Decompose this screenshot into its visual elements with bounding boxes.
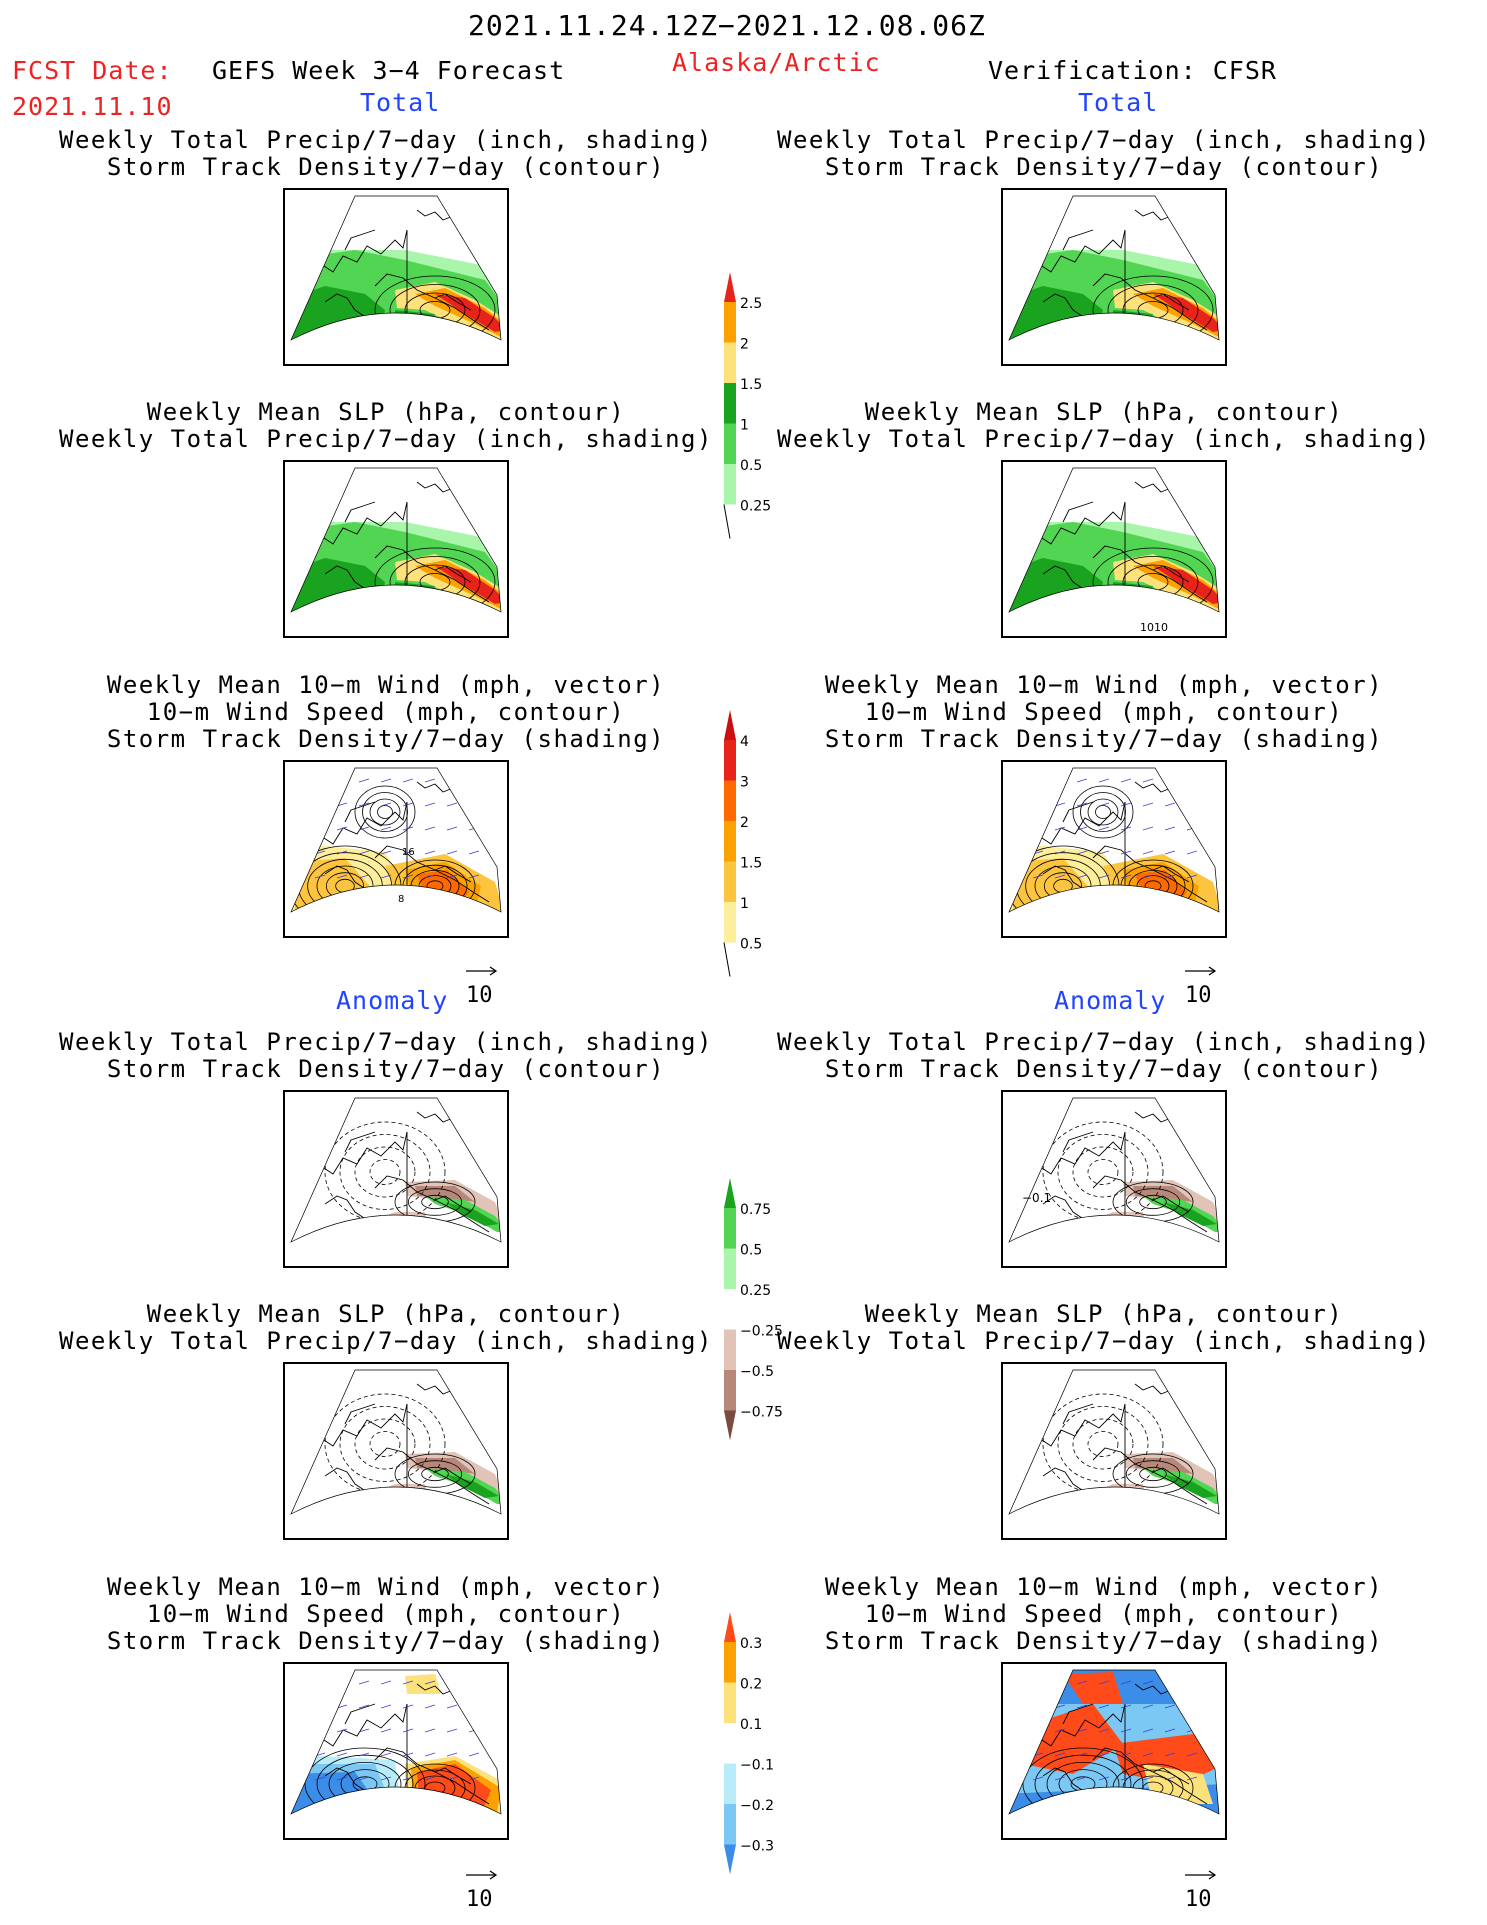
map-anom-slp-precip-verification	[1001, 1362, 1227, 1540]
wind-vector	[469, 1753, 479, 1756]
map-total-slp-precip-verification	[1001, 460, 1227, 638]
wind-vector	[315, 1705, 325, 1708]
caption-precip-track-2-right: Storm Track Density/7−day (contour)	[824, 153, 1384, 181]
wind-vector	[1187, 803, 1197, 806]
colorbar-label: −0.75	[740, 1404, 783, 1421]
shaded-region	[1063, 1212, 1153, 1266]
colorbar-top-arrow	[724, 1612, 736, 1642]
arrow-right-icon	[1184, 1869, 1218, 1881]
wind-vector	[337, 1753, 347, 1756]
wind-vector	[425, 851, 435, 854]
wind-vector	[1099, 779, 1109, 782]
wind-vector	[381, 1681, 391, 1684]
shaded-region	[395, 310, 435, 340]
coastline	[417, 1384, 461, 1400]
arrow-right-icon	[465, 1869, 499, 1881]
wind-vector	[1077, 779, 1087, 782]
arrow-right-icon	[465, 965, 499, 977]
colorbar-precip-anomaly	[722, 1174, 802, 1464]
colorbar-top-arrow	[724, 1178, 736, 1208]
colorbar-bottom-line	[724, 505, 730, 539]
colorbar-label: −0.3	[740, 1838, 774, 1855]
wind-vector	[1165, 779, 1175, 782]
coastline	[417, 1112, 461, 1128]
colorbar-label: 2.5	[740, 296, 763, 312]
wind-vector	[425, 803, 435, 806]
wind-vector	[1121, 803, 1131, 806]
caption-wind-3-right: Storm Track Density/7−day (shading)	[824, 725, 1384, 753]
colorbar-label: 0.25	[740, 498, 772, 515]
coastline	[1135, 782, 1179, 798]
wind-vector	[425, 827, 435, 830]
caption-precip-track-1-right: Weekly Total Precip/7−day (inch, shading)	[777, 126, 1431, 154]
wind-vector	[403, 803, 413, 806]
colorbar-segment	[724, 1249, 736, 1290]
vector-scale-label: 10	[1185, 1887, 1212, 1912]
colorbar-label: 1	[740, 417, 749, 434]
wind-vector	[1165, 1681, 1175, 1684]
coastline	[417, 210, 461, 226]
wind-vector	[1033, 1729, 1043, 1732]
map-total-slp-precip-forecast	[283, 460, 509, 638]
map-canvas	[285, 1664, 507, 1838]
contour-line	[370, 1432, 400, 1457]
caption-anom-precip-2-left: Storm Track Density/7−day (contour)	[106, 1055, 666, 1083]
wind-vector	[1033, 1681, 1043, 1684]
wind-vector	[1121, 827, 1131, 830]
wind-vector	[447, 827, 457, 830]
wind-vector	[1143, 851, 1153, 854]
coastline	[1063, 230, 1093, 250]
contour-line	[363, 793, 408, 832]
section-total-right: Total	[1078, 88, 1159, 117]
colorbar-label: 1.5	[740, 855, 763, 872]
colorbar-segment	[724, 902, 736, 943]
shaded-region	[345, 1484, 435, 1538]
coastline	[305, 1704, 407, 1754]
vector-scale-total-left	[465, 958, 499, 1008]
coastline	[1135, 1384, 1179, 1400]
colorbar-segment	[724, 1804, 736, 1845]
map-canvas	[1003, 1092, 1225, 1266]
map-total-wind-storm-forecast	[283, 760, 509, 938]
verification-title: Verification: CFSR	[988, 56, 1277, 85]
wind-vector	[425, 779, 435, 782]
caption-anom-slp-2-left: Weekly Total Precip/7−day (inch, shading)	[59, 1327, 713, 1355]
wind-vector	[425, 1753, 435, 1756]
contour-line	[1088, 1160, 1118, 1185]
coastline	[1043, 1468, 1085, 1492]
caption-anom-precip-2-right: Storm Track Density/7−day (contour)	[824, 1055, 1384, 1083]
wind-vector	[425, 1705, 435, 1708]
colorbar-label: 0.75	[740, 1202, 772, 1218]
wind-vector	[315, 779, 325, 782]
coastline	[1135, 1112, 1179, 1128]
caption-wind-3-left: Storm Track Density/7−day (shading)	[106, 725, 666, 753]
colorbar-segment	[724, 464, 736, 505]
wind-vector	[1033, 779, 1043, 782]
colorbar-label: 0.5	[740, 1242, 763, 1259]
coastline	[1023, 1132, 1125, 1182]
coastline	[417, 782, 461, 798]
contour-line	[355, 1147, 415, 1197]
wind-vector	[315, 1753, 325, 1756]
product-title: GEFS Week 3−4 Forecast	[212, 56, 566, 85]
colorbar-segment	[724, 862, 736, 903]
wind-vector	[315, 827, 325, 830]
map-canvas	[285, 762, 507, 936]
coastline	[1135, 482, 1179, 498]
section-anomaly-left: Anomaly	[336, 986, 449, 1015]
vector-scale-total-right	[1184, 958, 1218, 1008]
colorbar-top-arrow	[724, 710, 736, 740]
colorbar-label: 2	[740, 815, 749, 831]
caption-slp-2-left: Weekly Total Precip/7−day (inch, shading)	[59, 425, 713, 453]
wind-vector	[1033, 827, 1043, 830]
coastline	[1063, 802, 1093, 822]
arrow-right-icon	[1184, 965, 1218, 977]
wind-contour-label-a: 16	[402, 847, 415, 858]
colorbar-segment	[724, 1642, 736, 1683]
coastline	[305, 1132, 407, 1182]
map-anom-precip-track-verification	[1001, 1090, 1227, 1268]
wind-vector	[403, 1729, 413, 1732]
map-canvas	[1003, 1664, 1225, 1838]
wind-vector	[381, 827, 391, 830]
caption-precip-track-2-left: Storm Track Density/7−day (contour)	[106, 153, 666, 181]
colorbar-label: 0.1	[740, 1717, 763, 1733]
coastline	[417, 482, 461, 498]
wind-vector	[425, 1729, 435, 1732]
map-anom-precip-track-forecast	[283, 1090, 509, 1268]
contour-line	[355, 1419, 415, 1469]
wind-vector	[381, 1729, 391, 1732]
wind-vector	[381, 1705, 391, 1708]
map-canvas	[285, 462, 507, 636]
vector-scale-anom-right	[1184, 1862, 1218, 1912]
shaded-region	[345, 1212, 435, 1266]
coastline	[345, 1704, 375, 1724]
contour-line	[1088, 1432, 1118, 1457]
contour-line	[1058, 1135, 1148, 1210]
colorbar-label: 0.5	[740, 936, 763, 953]
colorbar-segment	[724, 383, 736, 424]
contour-line	[370, 1160, 400, 1185]
coastline	[345, 230, 375, 250]
caption-anom-wind-3-right: Storm Track Density/7−day (shading)	[824, 1627, 1384, 1655]
wind-vector	[1055, 779, 1065, 782]
map-anom-wind-storm-forecast	[283, 1662, 509, 1840]
caption-anom-wind-2-left: 10−m Wind Speed (mph, contour)	[146, 1600, 626, 1628]
wind-vector	[1187, 1705, 1197, 1708]
wind-vector	[447, 1753, 457, 1756]
wind-vector	[315, 803, 325, 806]
fcst-date-label: FCST Date:	[12, 56, 173, 85]
caption-anom-slp-1-left: Weekly Mean SLP (hPa, contour)	[146, 1300, 626, 1328]
colorbar-segment	[724, 343, 736, 384]
colorbar-segment	[724, 740, 736, 781]
contour-line	[1073, 1147, 1133, 1197]
wind-vector	[447, 803, 457, 806]
caption-slp-2-right: Weekly Total Precip/7−day (inch, shading)	[777, 425, 1431, 453]
wind-vector	[1143, 827, 1153, 830]
colorbar-segment	[724, 424, 736, 465]
wind-vector	[1187, 779, 1197, 782]
wind-vector	[1165, 803, 1175, 806]
wind-vector	[1121, 779, 1131, 782]
colorbar-label: 2	[740, 336, 749, 353]
caption-anom-slp-2-right: Weekly Total Precip/7−day (inch, shading)	[777, 1327, 1431, 1355]
anomaly-contour-label: −0.1	[1022, 1191, 1052, 1205]
wind-vector	[469, 851, 479, 854]
colorbar-label: 3	[740, 774, 749, 791]
coastline	[325, 1468, 367, 1492]
map-boundary	[1009, 1098, 1219, 1242]
colorbar-label: 0.3	[740, 1636, 763, 1652]
wind-vector	[1033, 1705, 1043, 1708]
colorbar-segment	[724, 302, 736, 343]
colorbar-segment	[724, 1723, 736, 1764]
colorbar-label: 0.5	[740, 458, 763, 474]
map-canvas	[285, 1364, 507, 1538]
colorbar-storm-density	[722, 706, 792, 996]
contour-line	[1073, 1419, 1133, 1469]
vector-scale-label: 10	[1185, 983, 1212, 1008]
wind-vector	[1143, 779, 1153, 782]
coastline	[1135, 210, 1179, 226]
colorbar-bottom-line	[724, 943, 730, 977]
shaded-region	[1113, 582, 1153, 612]
map-anom-slp-precip-forecast	[283, 1362, 509, 1540]
wind-vector	[381, 1753, 391, 1756]
map-canvas	[285, 1092, 507, 1266]
colorbar-segment	[724, 1764, 736, 1805]
caption-anom-wind-3-left: Storm Track Density/7−day (shading)	[106, 1627, 666, 1655]
wind-vector	[359, 779, 369, 782]
vector-scale-anom-left	[465, 1862, 499, 1912]
wind-vector	[447, 1681, 457, 1684]
colorbar-label: 1	[740, 896, 749, 912]
caption-anom-wind-1-right: Weekly Mean 10−m Wind (mph, vector)	[824, 1573, 1384, 1601]
wind-vector	[315, 1729, 325, 1732]
map-boundary	[1009, 1370, 1219, 1514]
section-total-left: Total	[360, 88, 441, 117]
wind-vector	[337, 1681, 347, 1684]
wind-vector	[381, 779, 391, 782]
colorbar-precip	[722, 268, 792, 558]
colorbar-label: 0.2	[740, 1676, 763, 1693]
wind-vector	[469, 1681, 479, 1684]
coastline	[1063, 502, 1093, 522]
colorbar-segment	[724, 821, 736, 862]
map-canvas	[1003, 462, 1225, 636]
colorbar-label: −0.25	[740, 1323, 783, 1340]
colorbar-segment	[724, 1330, 736, 1371]
fcst-date-value: 2021.11.10	[12, 92, 173, 121]
shaded-region	[1113, 310, 1153, 340]
region-title: Alaska/Arctic	[672, 48, 881, 77]
coastline	[345, 802, 375, 822]
wind-vector	[447, 851, 457, 854]
caption-slp-1-right: Weekly Mean SLP (hPa, contour)	[864, 398, 1344, 426]
caption-anom-wind-2-right: 10−m Wind Speed (mph, contour)	[864, 1600, 1344, 1628]
shaded-region	[395, 582, 435, 612]
colorbar-label: 1.5	[740, 377, 763, 393]
vector-scale-label: 10	[466, 1887, 493, 1912]
wind-vector	[403, 827, 413, 830]
colorbar-label: −0.2	[740, 1798, 774, 1814]
map-boundary	[291, 1370, 501, 1514]
caption-anom-slp-1-right: Weekly Mean SLP (hPa, contour)	[864, 1300, 1344, 1328]
wind-vector	[403, 779, 413, 782]
map-boundary	[291, 1098, 501, 1242]
wind-vector	[1033, 803, 1043, 806]
colorbar-bottom-arrow	[724, 1845, 736, 1875]
colorbar-label: −0.5	[740, 1364, 774, 1380]
wind-vector	[1143, 803, 1153, 806]
map-canvas	[1003, 190, 1225, 364]
caption-anom-precip-1-right: Weekly Total Precip/7−day (inch, shading)	[777, 1028, 1431, 1056]
colorbar-storm-anomaly	[722, 1608, 802, 1898]
wind-vector	[1187, 851, 1197, 854]
contour-line	[1096, 806, 1111, 819]
wind-vector	[447, 1729, 457, 1732]
colorbar-segment	[724, 1208, 736, 1249]
wind-vector	[1165, 851, 1175, 854]
coastline	[1023, 1404, 1125, 1454]
caption-precip-track-1-left: Weekly Total Precip/7−day (inch, shading)	[59, 126, 713, 154]
shaded-region	[405, 1674, 441, 1694]
wind-contour-label-b: 8	[398, 894, 405, 905]
wind-vector	[403, 1705, 413, 1708]
wind-vector	[469, 779, 479, 782]
wind-vector	[315, 1681, 325, 1684]
colorbar-segment	[724, 1289, 736, 1330]
caption-slp-1-left: Weekly Mean SLP (hPa, contour)	[146, 398, 626, 426]
caption-wind-1-left: Weekly Mean 10−m Wind (mph, vector)	[106, 671, 666, 699]
caption-wind-2-right: 10−m Wind Speed (mph, contour)	[864, 698, 1344, 726]
coastline	[325, 1196, 367, 1220]
map-total-precip-track-verification	[1001, 188, 1227, 366]
wind-vector	[447, 1705, 457, 1708]
colorbar-label: −0.1	[740, 1757, 774, 1774]
colorbar-segment	[724, 1370, 736, 1411]
contour-line	[1073, 786, 1133, 838]
colorbar-label: 0.25	[740, 1283, 772, 1299]
wind-vector	[1055, 1681, 1065, 1684]
contour-line	[340, 1407, 430, 1482]
colorbar-segment	[724, 781, 736, 822]
map-canvas	[1003, 762, 1225, 936]
colorbar-top-arrow	[724, 272, 736, 302]
wind-vector	[1187, 1681, 1197, 1684]
wind-vector	[469, 1705, 479, 1708]
caption-wind-2-left: 10−m Wind Speed (mph, contour)	[146, 698, 626, 726]
contour-line	[1081, 793, 1126, 832]
caption-anom-wind-1-left: Weekly Mean 10−m Wind (mph, vector)	[106, 1573, 666, 1601]
slp-contour-label: 1010	[1140, 621, 1168, 634]
map-total-precip-track-forecast	[283, 188, 509, 366]
wind-vector	[337, 779, 347, 782]
period-title: 2021.11.24.12Z−2021.12.08.06Z	[468, 9, 986, 42]
coastline	[305, 1404, 407, 1454]
coastline	[345, 502, 375, 522]
caption-wind-1-right: Weekly Mean 10−m Wind (mph, vector)	[824, 671, 1384, 699]
wind-vector	[447, 779, 457, 782]
caption-anom-precip-1-left: Weekly Total Precip/7−day (inch, shading)	[59, 1028, 713, 1056]
contour-line	[1058, 1407, 1148, 1482]
map-canvas	[1003, 1364, 1225, 1538]
wind-vector	[359, 1681, 369, 1684]
colorbar-label: 4	[740, 734, 749, 750]
map-anom-wind-storm-verification	[1001, 1662, 1227, 1840]
colorbar-segment	[724, 1683, 736, 1724]
contour-line	[378, 806, 393, 819]
wind-vector	[1099, 827, 1109, 830]
wind-vector	[1165, 827, 1175, 830]
shaded-region	[1063, 1484, 1153, 1538]
vector-scale-label: 10	[466, 983, 493, 1008]
contour-line	[340, 1135, 430, 1210]
section-anomaly-right: Anomaly	[1054, 986, 1167, 1015]
map-canvas	[285, 190, 507, 364]
colorbar-bottom-arrow	[724, 1411, 736, 1441]
contour-line	[355, 786, 415, 838]
map-total-wind-storm-verification	[1001, 760, 1227, 938]
wind-vector	[469, 803, 479, 806]
